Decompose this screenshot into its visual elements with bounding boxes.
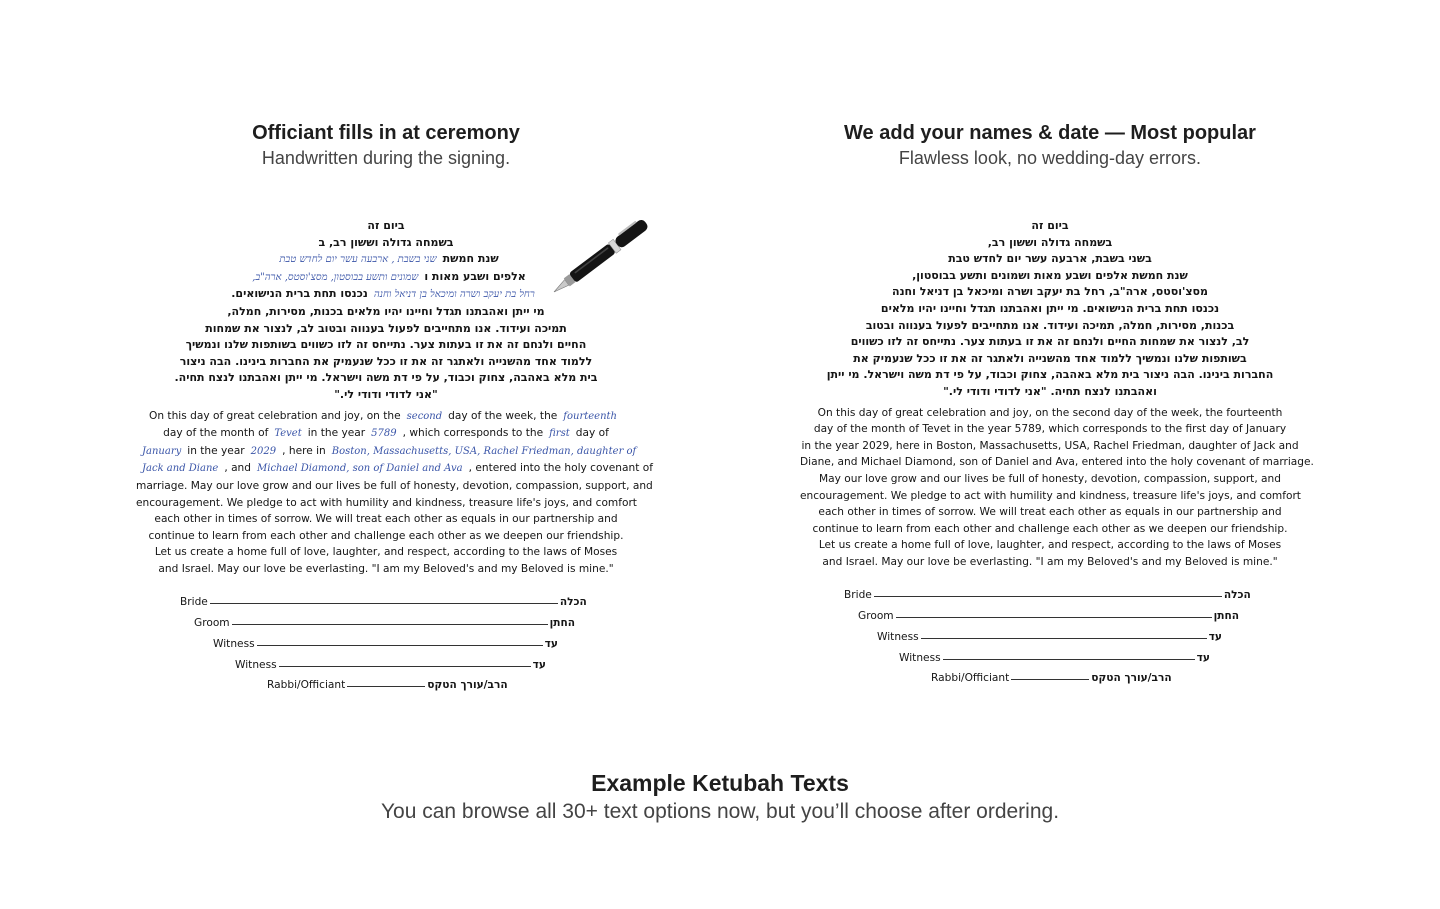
left-panel-title: Officiant fills in at ceremony bbox=[252, 122, 520, 144]
english-text-segment: On this day of great celebration and joy, on the bbox=[149, 409, 401, 422]
witness-signature-row bbox=[136, 650, 636, 671]
groom-label-hebrew: החתן bbox=[1213, 610, 1240, 623]
hebrew-line: בשותפות שלנו ונמשיך ללמוד אחד מהשנייה ולאתגר זה את זו ככל שנעמיק את bbox=[853, 351, 1247, 365]
english-line: Let us create a home full of love, laughter, and respect, according to the laws of Moses bbox=[818, 539, 1282, 552]
hebrew-line: לב, לנצור את שמחות החיים ולנחם זה את זו בעתות צער. נתייחס זה לזו כשווים bbox=[850, 335, 1250, 349]
english-text-segment: , which corresponds to the bbox=[402, 427, 544, 440]
hebrew-line: מי ייתן ואהבתנו תגדל וחיינו יהיו מלאים בכנות, מסירות, חמלה, bbox=[227, 304, 545, 318]
groom-label: Groom bbox=[194, 617, 230, 630]
fountain-pen-icon bbox=[548, 204, 668, 299]
hebrew-line: נכנסו תחת ברית הנישואים. מי ייתן ואהבתנו תגדל וחיינו יהיו מלאים bbox=[880, 301, 1220, 315]
witness-signature-line bbox=[279, 666, 531, 667]
hebrew-line: בכנות, מסירות, חמלה, תמיכה ועידוד. אנו מתחייבים לפעול בענווה ובטוב bbox=[865, 318, 1235, 332]
hebrew-line: בשמחה גדולה וששון רב, ב bbox=[318, 235, 454, 249]
english-text-segment: day of the week, the bbox=[448, 409, 558, 422]
english-text-segment: , here in bbox=[282, 444, 326, 457]
hebrew-text-segment: שנת חמשת bbox=[442, 252, 499, 266]
groom-label: Groom bbox=[858, 610, 894, 623]
groom-signature-row bbox=[136, 608, 636, 629]
rabbi-signature-line bbox=[1011, 679, 1089, 680]
handwritten-gregorian-day: first bbox=[549, 428, 570, 440]
english-line bbox=[136, 443, 636, 461]
hebrew-line: שנת חמשת אלפים ושבע מאות ושמונים ותשע בבוסטון, bbox=[912, 268, 1188, 282]
witness-signature-row bbox=[136, 629, 636, 650]
hebrew-line: ביום זה bbox=[1031, 219, 1069, 232]
english-text bbox=[800, 405, 1314, 571]
section-subtitle: You can browse all 30+ text options now, but you’ll choose after ordering. bbox=[380, 800, 1060, 823]
bride-label-hebrew: הכלה bbox=[1223, 589, 1251, 602]
hebrew-line: בשמחה גדולה וששון רב, bbox=[987, 235, 1113, 249]
witness-label: Witness bbox=[899, 651, 941, 664]
hebrew-line: "אני לדודי ודודי לי." bbox=[334, 387, 438, 401]
hebrew-line: מסצ'וסטס, ארה"ב, רחל בת יעקב ושרה ומיכאל בן דניאל וחנה bbox=[892, 285, 1208, 299]
witness-label: Witness bbox=[235, 658, 277, 671]
left-panel-header bbox=[106, 120, 666, 170]
hebrew-text-segment: נכנסו תחת ברית הנישואים. bbox=[231, 287, 368, 301]
right-panel-header bbox=[770, 120, 1330, 170]
groom-label-hebrew: החתן bbox=[549, 617, 576, 630]
witness-label-hebrew: עד bbox=[544, 637, 558, 650]
english-line: and Israel. May our love be everlasting. "I am my Beloved's and my Beloved is mine." bbox=[158, 562, 614, 575]
english-line: Diane, and Michael Diamond, son of Daniel and Ava, entered into the holy covenant of marriage. bbox=[800, 456, 1314, 469]
section-title: Example Ketubah Texts bbox=[591, 770, 849, 796]
english-line bbox=[136, 408, 636, 426]
english-line bbox=[136, 425, 636, 443]
right-panel-title: We add your names & date — Most popular bbox=[844, 122, 1256, 144]
handwritten-fill: שמונים ותשע בבוסטון, מסצ'וסטס, ארה"ב, bbox=[252, 271, 419, 283]
handwritten-year: 5789 bbox=[371, 428, 397, 440]
signature-block bbox=[800, 580, 1300, 684]
english-line: in the year 2029, here in Boston, Massachusetts, USA, Rachel Friedman, daughter of Jack and bbox=[801, 439, 1299, 452]
hebrew-line: בית מלא באהבה, צחוק וכבוד, על פי דת משה וישראל. מי ייתן ואהבתנו לנצח תחיה. bbox=[174, 371, 598, 385]
bride-label: Bride bbox=[844, 589, 872, 602]
hebrew-line: תמיכה ועידוד. אנו מתחייבים לפעול בענווה ובטוב לב, לנצור את שמחות bbox=[205, 321, 567, 335]
left-panel-subtitle: Handwritten during the signing. bbox=[261, 148, 511, 168]
english-line: each other in times of sorrow. We will treat each other as equals in our partnership and bbox=[154, 513, 618, 526]
english-text-segment: , entered into the holy covenant of bbox=[468, 462, 653, 475]
rabbi-label-hebrew: הרב/עורך הטקס bbox=[1091, 672, 1172, 685]
witness-signature-row bbox=[800, 643, 1300, 664]
english-line: and Israel. May our love be everlasting. "I am my Beloved's and my Beloved is mine." bbox=[822, 555, 1278, 568]
english-text-segment: in the year bbox=[187, 444, 245, 457]
hebrew-line: ללמוד אחד מהשנייה ולאתגר זה את זו ככל שנעמיק את החברות בינינו. הבה ניצור bbox=[179, 354, 593, 368]
english-line: encouragement. We pledge to act with humility and kindness, treasure life's joys, and comfort bbox=[136, 496, 637, 509]
signature-block bbox=[136, 587, 636, 691]
handwritten-fill: שני בשבת , ארבעה עשר יום לחדש טבת bbox=[279, 254, 437, 266]
english-text bbox=[136, 408, 653, 578]
rabbi-signature-row bbox=[800, 664, 1300, 685]
rabbi-label: Rabbi/Officiant bbox=[267, 679, 346, 692]
right-panel-subtitle: Flawless look, no wedding-day errors. bbox=[898, 148, 1202, 168]
handwritten-bride-parents: Jack and Diane bbox=[142, 463, 219, 475]
groom-signature-line bbox=[896, 617, 1212, 618]
handwritten-groom: Michael Diamond, son of Daniel and Ava bbox=[257, 463, 463, 475]
groom-signature-line bbox=[232, 624, 548, 625]
bride-signature-line bbox=[874, 596, 1222, 597]
english-line: marriage. May our love grow and our lives be full of honesty, devotion, compassion, support, and bbox=[136, 479, 653, 492]
rabbi-label-hebrew: הרב/עורך הטקס bbox=[427, 679, 508, 692]
handwritten-place-bride: Boston, Massachusetts, USA, Rachel Friedman, daughter of bbox=[331, 445, 637, 457]
english-line: continue to learn from each other and challenge each other as we deepen our friendship. bbox=[812, 522, 1288, 535]
handwritten-day: fourteenth bbox=[563, 410, 617, 422]
witness-signature-line bbox=[257, 645, 543, 646]
hebrew-line: ביום זה bbox=[367, 219, 405, 232]
handwritten-gregorian-year: 2029 bbox=[250, 445, 277, 457]
english-line: Let us create a home full of love, laughter, and respect, according to the laws of Moses bbox=[154, 546, 618, 559]
english-line: May our love grow and our lives be full of honesty, devotion, compassion, support, and bbox=[818, 472, 1281, 485]
hebrew-line: בשני בשבת, ארבעה עשר יום לחדש טבת bbox=[948, 252, 1152, 266]
bride-signature-row bbox=[136, 587, 636, 608]
rabbi-signature-row bbox=[136, 671, 636, 692]
handwritten-weekday: second bbox=[406, 410, 443, 422]
witness-signature-row bbox=[800, 622, 1300, 643]
rabbi-signature-line bbox=[347, 686, 425, 687]
english-text-segment: day of the month of bbox=[163, 427, 269, 440]
english-line: On this day of great celebration and joy, on the second day of the week, the fourteenth bbox=[817, 406, 1283, 419]
hebrew-text-segment: אלפים ושבע מאות ו bbox=[424, 269, 526, 283]
english-line: each other in times of sorrow. We will treat each other as equals in our partnership and bbox=[818, 506, 1282, 519]
bride-signature-line bbox=[210, 603, 558, 604]
bride-signature-row bbox=[800, 580, 1300, 601]
bride-label: Bride bbox=[180, 596, 208, 609]
english-line bbox=[136, 460, 653, 478]
hebrew-line: החברות בינינו. הבה ניצור בית מלא באהבה, צחוק וכבוד, על פי דת משה וישראל. מי ייתן bbox=[826, 368, 1274, 382]
witness-signature-line bbox=[921, 638, 1207, 639]
handwritten-month: Tevet bbox=[274, 428, 302, 440]
witness-label: Witness bbox=[877, 630, 919, 643]
english-text-segment: , and bbox=[224, 462, 251, 475]
ketubah-text-printed bbox=[800, 218, 1314, 685]
rabbi-label: Rabbi/Officiant bbox=[931, 672, 1010, 685]
witness-signature-line bbox=[943, 659, 1195, 660]
hebrew-line: החיים ולנחם זה את זו בעתות צער. נתייחס זה לזו כשווים בשותפות שלנו ונמשיך bbox=[185, 338, 587, 352]
witness-label-hebrew: עד bbox=[1196, 651, 1210, 664]
example-texts-section-header bbox=[0, 768, 1440, 826]
bride-label-hebrew: הכלה bbox=[559, 596, 587, 609]
english-line: continue to learn from each other and challenge each other as we deepen our friendship. bbox=[148, 529, 624, 542]
english-text-segment: in the year bbox=[307, 427, 366, 440]
english-line: day of the month of Tevet in the year 5789, which corresponds to the first day of January bbox=[813, 423, 1287, 436]
groom-signature-row bbox=[800, 601, 1300, 622]
handwritten-fill: רחל בת יעקב ושרה ומיכאל בן דניאל וחנה bbox=[373, 289, 535, 301]
hebrew-text bbox=[800, 218, 1300, 401]
hebrew-line: ואהבתנו לנצח תחיה. "אני לדודי ודודי לי." bbox=[943, 384, 1157, 398]
witness-label-hebrew: עד bbox=[532, 658, 546, 671]
witness-label-hebrew: עד bbox=[1208, 630, 1222, 643]
english-line: encouragement. We pledge to act with humility and kindness, treasure life's joys, and comfort bbox=[800, 489, 1301, 502]
witness-label: Witness bbox=[213, 637, 255, 650]
handwritten-gregorian-month: January bbox=[142, 445, 182, 457]
english-text-segment: day of bbox=[575, 427, 609, 440]
